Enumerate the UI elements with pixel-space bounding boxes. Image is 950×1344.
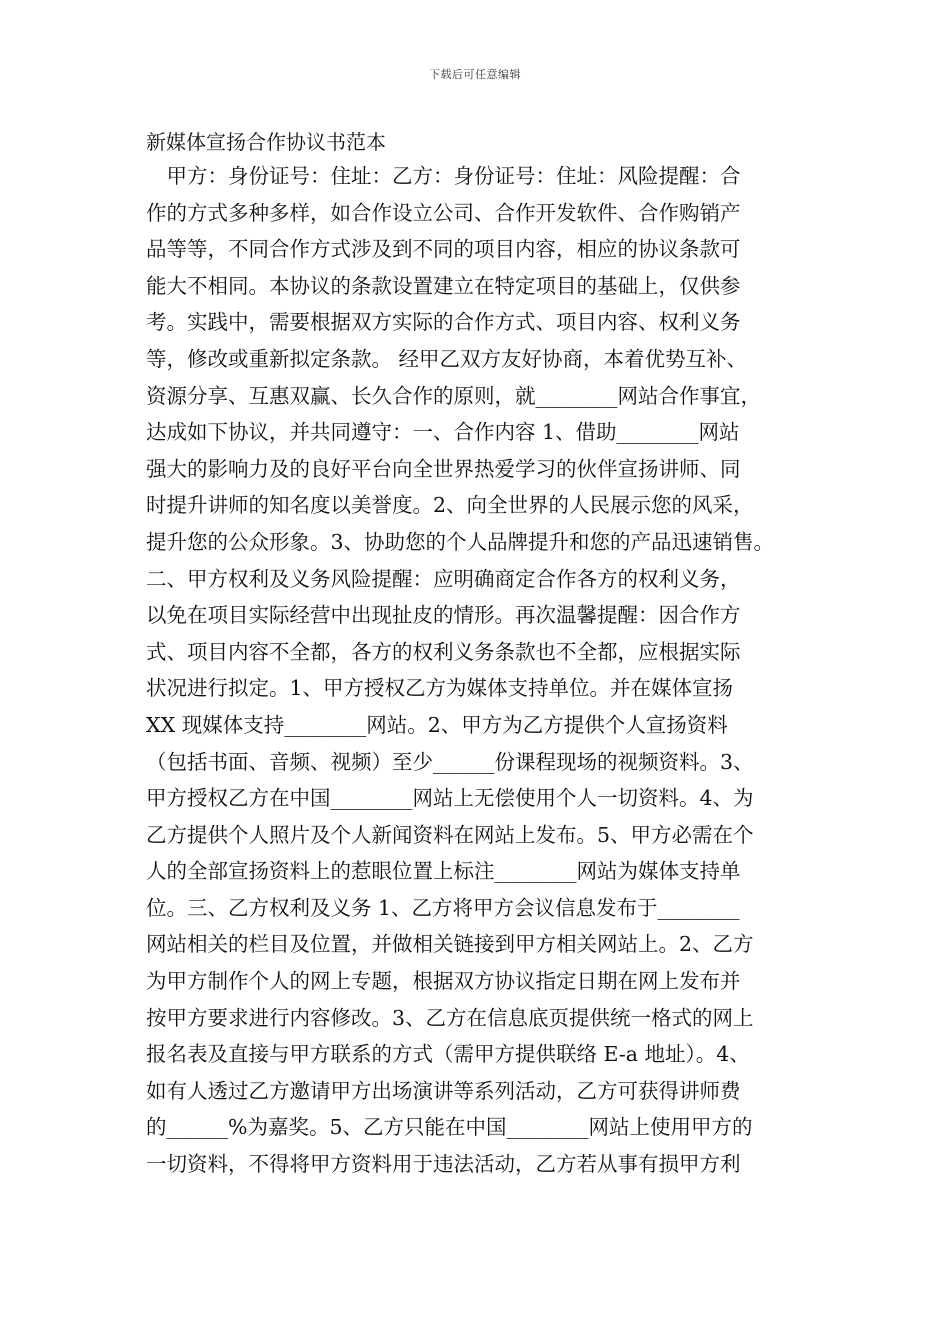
body-line: 为甲方制作个人的网上专题，根据双方协议指定日期在网上发布并	[146, 969, 741, 994]
body-line: 按甲方要求进行内容修改。3、乙方在信息底页提供统一格式的网上	[146, 1005, 754, 1030]
document-title: 新媒体宣扬合作协议书范本	[146, 130, 386, 154]
body-line: 二、甲方权利及义务风险提醒：应明确商定合作各方的权利义务，	[146, 566, 741, 591]
body-line: 能大不相同。本协议的条款设置建立在特定项目的基础上，仅供参	[146, 273, 741, 298]
body-line: 如有人透过乙方邀请甲方出场演讲等系列活动，乙方可获得讲师费	[146, 1078, 741, 1103]
body-line: 人的全部宣扬资料上的惹眼位置上标注________网站为媒体支持单	[146, 859, 741, 884]
body-line: 达成如下协议，并共同遵守：一、合作内容 1、借助________网站	[146, 420, 740, 445]
body-line: 考。实践中，需要根据双方实际的合作方式、项目内容、权利义务	[146, 310, 741, 335]
body-line: （包括书面、音频、视频）至少______份课程现场的视频资料。3、	[146, 749, 754, 774]
body-line: 式、项目内容不全都，各方的权利义务条款也不全都，应根据实际	[146, 639, 741, 664]
body-line: 资源分享、互惠双赢、长久合作的原则，就________网站合作事宜，	[146, 383, 761, 408]
body-line: 状况进行拟定。1、甲方授权乙方为媒体支持单位。并在媒体宣扬	[146, 676, 734, 701]
body-line: 网站相关的栏目及位置，并做相关链接到甲方相关网站上。2、乙方	[146, 932, 754, 957]
body-line: 提升您的公众形象。3、协助您的个人品牌提升和您的产品迅速销售。	[146, 529, 775, 554]
body-line: 报名表及直接与甲方联系的方式（需甲方提供联络 E-a 地址）。4、	[146, 1042, 750, 1067]
body-line: 作的方式多种多样，如合作设立公司、合作开发软件、合作购销产	[146, 200, 741, 225]
body-line: 的______%为嘉奖。5、乙方只能在中国________网站上使用甲方的	[146, 1115, 753, 1140]
body-line: XX 现媒体支持________网站。2、甲方为乙方提供个人宣扬资料	[146, 712, 728, 737]
header-note: 下载后可任意编辑	[429, 68, 521, 81]
body-line: 位。三、乙方权利及义务 1、乙方将甲方会议信息发布于________	[146, 895, 740, 920]
body-line: 甲方：身份证号：住址：乙方：身份证号：住址：风险提醒：合	[146, 164, 741, 188]
body-line: 强大的影响力及的良好平台向全世界热爱学习的伙伴宣扬讲师、同	[146, 456, 741, 481]
body-line: 等，修改或重新拟定条款。 经甲乙双方友好协商，本着优势互补、	[146, 346, 748, 371]
body-line: 乙方提供个人照片及个人新闻资料在网站上发布。5、甲方必需在个	[146, 822, 754, 847]
body-line: 甲方授权乙方在中国________网站上无偿使用个人一切资料。4、为	[146, 786, 754, 811]
body-line: 一切资料，不得将甲方资料用于违法活动，乙方若从事有损甲方利	[146, 1152, 741, 1177]
body-line: 以免在项目实际经营中出现扯皮的情形。再次温馨提醒：因合作方	[146, 603, 741, 628]
body-line: 品等等，不同合作方式涉及到不同的项目内容，相应的协议条款可	[146, 237, 741, 262]
body-line: 时提升讲师的知名度以美誉度。2、向全世界的人民展示您的风采，	[146, 493, 754, 518]
document-body	[146, 158, 826, 1183]
